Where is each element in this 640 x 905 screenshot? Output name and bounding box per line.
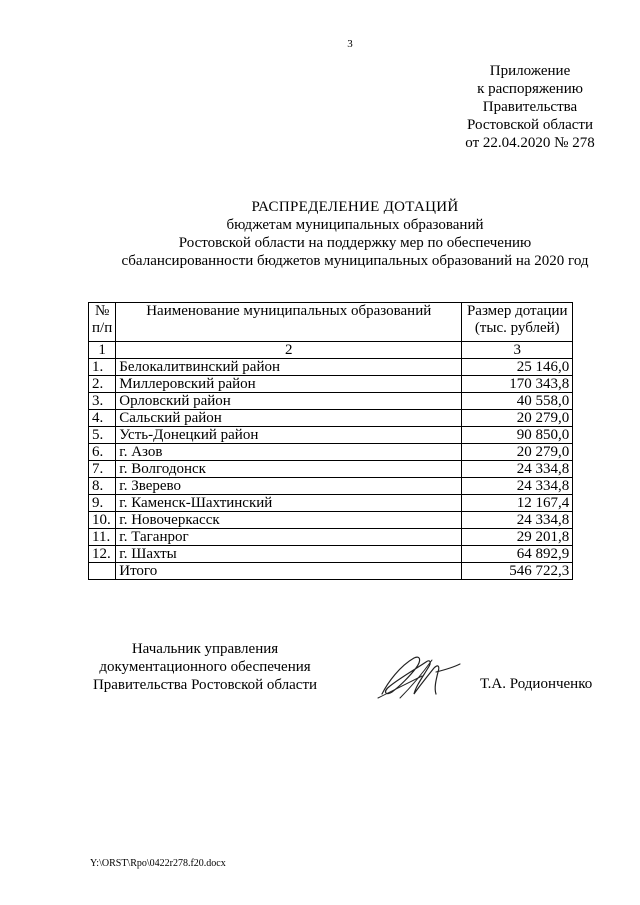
row-number: 12.	[89, 546, 116, 563]
row-amount: 40 558,0	[462, 393, 573, 410]
row-amount: 29 201,8	[462, 529, 573, 546]
table-row	[89, 495, 573, 512]
table-row	[89, 529, 573, 546]
row-name: г. Волгодонск	[116, 461, 462, 478]
row-number: 3.	[89, 393, 116, 410]
signer-line: Начальник управления	[131, 641, 279, 657]
title-heading: РАСПРЕДЕЛЕНИЕ ДОТАЦИЙ	[251, 199, 459, 215]
row-name: г. Азов	[116, 444, 462, 461]
total-amount: 546 722,3	[462, 563, 573, 580]
file-path: Y:\ORST\Rpo\0422r278.f20.docx	[90, 858, 226, 869]
column-number-row	[89, 342, 573, 359]
table-row	[89, 478, 573, 495]
table-row	[89, 427, 573, 444]
row-name: Белокалитвинский район	[116, 359, 462, 376]
document-title	[40, 198, 640, 270]
row-amount: 64 892,9	[462, 546, 573, 563]
row-name: Усть-Донецкий район	[116, 427, 462, 444]
row-name: Сальский район	[116, 410, 462, 427]
column-number: 1	[89, 342, 116, 359]
header-num-line1: №	[94, 303, 110, 319]
table-row	[89, 546, 573, 563]
row-amount: 90 850,0	[462, 427, 573, 444]
appendix-line: к распоряжению	[477, 81, 583, 97]
handwritten-signature	[370, 648, 470, 704]
header-amount	[462, 303, 573, 342]
table-row	[89, 444, 573, 461]
total-row	[89, 563, 573, 580]
total-label: Итого	[116, 563, 462, 580]
signer-title	[70, 640, 340, 694]
row-amount: 20 279,0	[462, 444, 573, 461]
subsidy-table	[88, 302, 573, 580]
appendix-line: Ростовской области	[467, 117, 593, 133]
table-row	[89, 359, 573, 376]
table-header-row	[89, 303, 573, 342]
row-number: 4.	[89, 410, 116, 427]
row-number: 2.	[89, 376, 116, 393]
row-number: 9.	[89, 495, 116, 512]
page-number: 3	[347, 38, 353, 50]
row-amount: 24 334,8	[462, 478, 573, 495]
row-name: Миллеровский район	[116, 376, 462, 393]
row-number: 6.	[89, 444, 116, 461]
header-num	[89, 303, 116, 342]
row-amount: 24 334,8	[462, 461, 573, 478]
title-line: Ростовской области на поддержку мер по обеспечению	[178, 235, 532, 251]
appendix-header	[430, 62, 630, 152]
row-amount: 25 146,0	[462, 359, 573, 376]
signer-name: Т.А. Родионченко	[480, 676, 593, 692]
appendix-line: Правительства	[482, 99, 578, 115]
row-amount: 24 334,8	[462, 512, 573, 529]
header-name-text: Наименование муниципальных образований	[146, 303, 432, 319]
appendix-line: Приложение	[489, 63, 571, 79]
table-row	[89, 410, 573, 427]
row-amount: 20 279,0	[462, 410, 573, 427]
row-number: 8.	[89, 478, 116, 495]
row-name: г. Зверево	[116, 478, 462, 495]
table-row	[89, 393, 573, 410]
header-amount-line1: Размер дотации	[466, 303, 568, 319]
table-row	[89, 512, 573, 529]
table-row	[89, 461, 573, 478]
row-name: г. Таганрог	[116, 529, 462, 546]
header-amount-line2: (тыс. рублей)	[474, 320, 560, 336]
signer-line: Правительства Ростовской области	[92, 677, 318, 693]
row-name: г. Шахты	[116, 546, 462, 563]
row-name: Орловский район	[116, 393, 462, 410]
row-amount: 12 167,4	[462, 495, 573, 512]
column-number: 2	[116, 342, 462, 359]
row-amount: 170 343,8	[462, 376, 573, 393]
header-num-line2: п/п	[92, 320, 113, 336]
row-number: 7.	[89, 461, 116, 478]
row-number: 10.	[89, 512, 116, 529]
row-name: г. Новочеркасск	[116, 512, 462, 529]
total-empty-cell	[89, 563, 116, 580]
row-number: 11.	[89, 529, 116, 546]
appendix-line: от 22.04.2020 № 278	[465, 135, 595, 151]
title-line: сбалансированности бюджетов муниципальных образований на 2020 год	[121, 253, 589, 269]
table-row	[89, 376, 573, 393]
row-number: 5.	[89, 427, 116, 444]
title-line: бюджетам муниципальных образований	[226, 217, 484, 233]
header-name	[116, 303, 462, 342]
row-number: 1.	[89, 359, 116, 376]
row-name: г. Каменск-Шахтинский	[116, 495, 462, 512]
column-number: 3	[462, 342, 573, 359]
signer-line: документационного обеспечения	[99, 659, 311, 675]
